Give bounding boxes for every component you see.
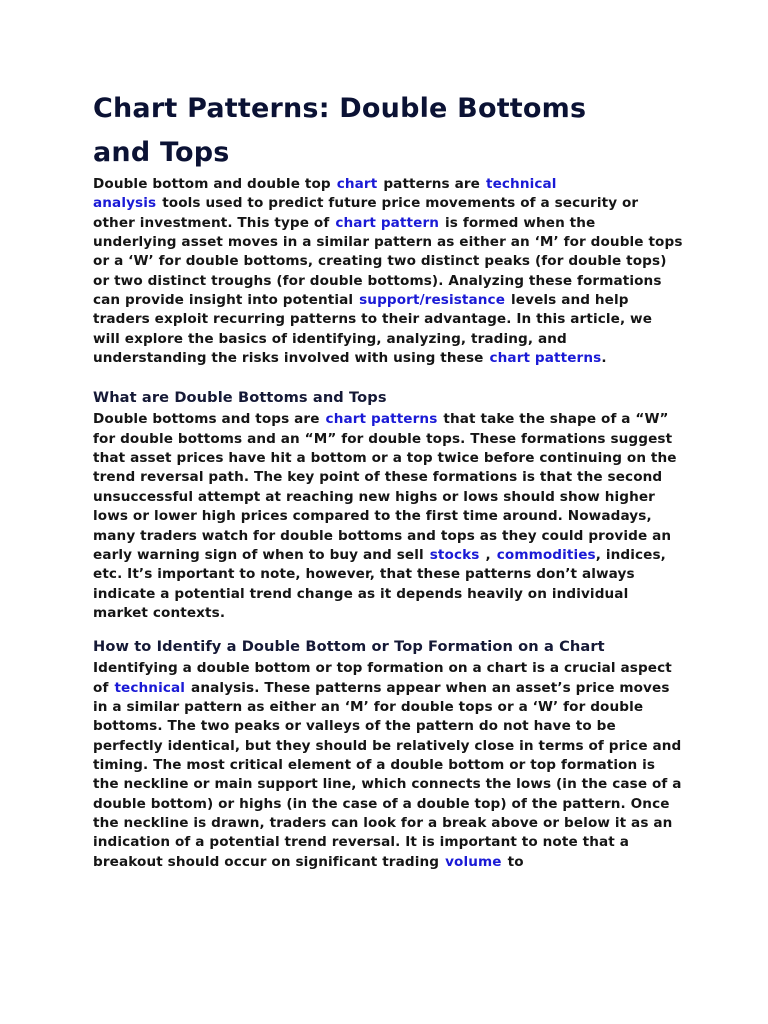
section1-text-3: , [485,546,491,563]
section1-text-2: that take the shape of a “W” for double bottoms and an “M” for double tops. These formations suggest that asset prices have hit a bottom or a top twice before continuing on the trend reversal path. The key point of these formations is that the second unsuccessful attempt at reaching new highs or lows should show higher lows or lower high prices compared to the first time around. Nowadays, many traders watch for double bottoms and tops as they could provide an early warning sign of when to buy and sell [93,411,677,563]
section1-text-1: Double bottoms and tops are [93,411,320,428]
link-stocks[interactable]: stocks [429,546,480,563]
page-title [93,0,683,175]
link-support-resistance[interactable]: support/resistance [359,292,506,309]
intro-text-1: Double bottom and double top [93,176,331,192]
link-chart[interactable]: chart [336,176,378,192]
section-heading-what-are: What are Double Bottoms and Tops [93,389,387,407]
intro-text-4: is formed when the underlying asset moves in a similar pattern as either an ‘M’ for double tops or a ‘W’ for double bottoms, creating two distinct peaks (for double tops) or two distinct troughs (for double bottoms). Analyzing these formations can provide insight into potential [93,214,683,309]
section-how-to-identify-paragraph [93,659,683,872]
intro-text-3: tools used to predict future price movements of a security or other investment. This type of [93,195,639,231]
section1-text-4: , indices, etc. It’s important to note, however, that these patterns don’t always indicate a potential trend change as it depends heavily on individual market contexts. [93,546,666,621]
intro-paragraph [93,175,683,368]
link-technical-analysis-part2[interactable]: analysis [93,195,157,212]
page-title-line-2: and Tops [93,137,230,168]
link-commodities[interactable]: commodities [496,546,596,563]
link-volume[interactable]: volume [445,853,502,870]
link-technical[interactable]: technical [114,679,186,696]
link-chart-pattern[interactable]: chart pattern [335,214,440,231]
page-title-line-1: Chart Patterns: Double Bottoms [93,93,587,124]
intro-text-6: . [601,350,607,367]
intro-text-2: patterns are [383,176,480,192]
section-heading-how-to-identify: How to Identify a Double Bottom or Top Formation on a Chart [93,638,605,656]
intro-text-5: levels and help traders exploit recurring patterns to their advantage. In this article, we will explore the basics of identifying, analyzing, trading, and understanding the risks involved with using these [93,292,653,367]
section-what-are-paragraph [93,410,683,623]
section2-text-3: to [507,853,524,870]
article [93,0,683,872]
section2-text-1: Identifying a double bottom or top formation on a chart is a crucial aspect of [93,660,672,696]
link-chart-patterns[interactable]: chart patterns [489,350,602,367]
section2-text-2: analysis. These patterns appear when an asset’s price moves in a similar pattern as either an ‘M’ for double tops or a ‘W’ for double bottoms. The two peaks or valleys of the pattern do not have to be perfectly identical, but they should be relatively close in terms of price and timing. The most critical element of a double bottom or top formation is the neckline or main support line, which connects the lows (in the case of a double bottom) or highs (in the case of a double top) of the pattern. Once the neckline is drawn, traders can look for a break above or below it as an indication of a potential trend reversal. It is important to note that a breakout should occur on significant trading [93,679,682,870]
link-technical-analysis-part1[interactable]: technical [485,176,557,192]
link-chart-patterns-2[interactable]: chart patterns [325,411,438,428]
